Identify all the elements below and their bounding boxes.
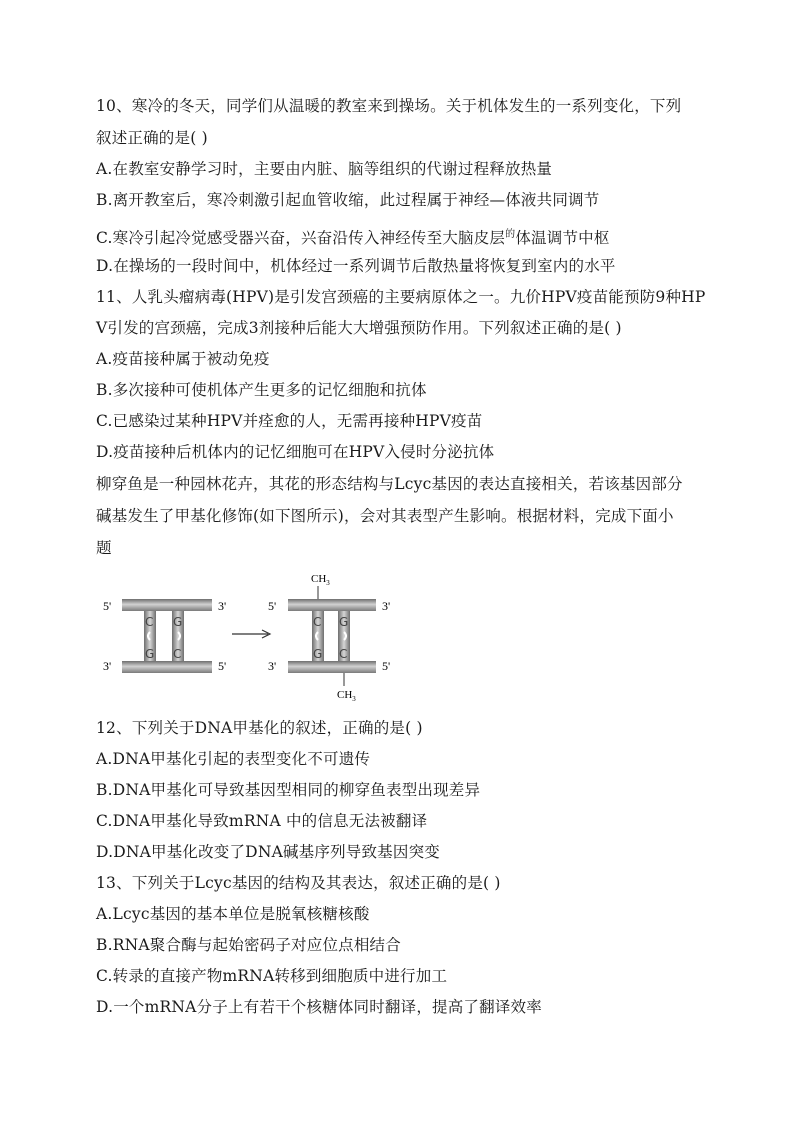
q13-option-d: D.一个mRNA分子上有若干个核糖体同时翻译，提高了翻译效率	[96, 998, 542, 1016]
left-top-strand	[122, 599, 212, 611]
q10-stem-line2: 叙述正确的是( )	[96, 129, 208, 147]
left-base-2-bottom: C	[173, 647, 182, 661]
right-base-2-top: G	[339, 615, 349, 629]
q12-option-b: B.DNA甲基化可导致基因型相同的柳穿鱼表型出现差异	[96, 781, 481, 799]
q10-option-c-part1: C.寒冷引起冷觉感受器兴奋，兴奋沿传入神经传至大脑皮层	[96, 229, 506, 247]
bottom-methyl-group: $CH_3$	[337, 689, 356, 703]
right-base-2-bottom: C	[339, 647, 348, 661]
q13-stem: 13、下列关于Lcyc基因的结构及其表达，叙述正确的是( )	[96, 874, 501, 892]
material-line3: 题	[96, 539, 112, 557]
unmethylated-dna	[103, 599, 226, 673]
right-bottom-3prime-label: 3'	[268, 659, 277, 673]
right-top-3prime-label: 3'	[382, 599, 391, 613]
right-top-5prime-label: 5'	[268, 599, 277, 613]
right-bottom-5prime-label: 5'	[382, 659, 391, 673]
q10-option-d: D.在操场的一段时间中，机体经过一系列调节后散热量将恢复到室内的水平	[96, 257, 616, 275]
q13-option-b: B.RNA聚合酶与起始密码子对应位点相结合	[96, 936, 401, 954]
q10-option-c	[96, 225, 610, 248]
q11-option-a: A.疫苗接种属于被动免疫	[96, 350, 270, 368]
left-top-3prime-label: 3'	[218, 599, 227, 613]
q10-option-c-superscript: 的	[505, 229, 516, 240]
q10-option-a: A.在教室安静学习时，主要由内脏、脑等组织的代谢过程释放热量	[96, 160, 553, 178]
q11-option-c: C.已感染过某种HPV并痊愈的人，无需再接种HPV疫苗	[96, 412, 483, 430]
transformation-arrow	[232, 630, 270, 638]
q12-option-d: D.DNA甲基化改变了DNA碱基序列导致基因突变	[96, 843, 440, 861]
right-bottom-strand	[288, 661, 376, 673]
q12-option-a: A.DNA甲基化引起的表型变化不可遗传	[96, 750, 371, 768]
left-bottom-strand	[122, 661, 212, 673]
top-methyl-group: $CH_3$	[311, 573, 330, 587]
right-base-1-bottom: G	[313, 647, 323, 661]
q11-stem-line1: 11、人乳头瘤病毒(HPV)是引发宫颈癌的主要病原体之一。九价HPV疫苗能预防9种HP	[96, 288, 706, 306]
left-bottom-5prime-label: 5'	[218, 659, 227, 673]
q11-option-b: B.多次接种可使机体产生更多的记忆细胞和抗体	[96, 381, 427, 399]
left-base-1-bottom: G	[145, 647, 155, 661]
right-base-1-top: C	[313, 615, 322, 629]
q10-option-c-part2: 体温调节中枢	[515, 229, 610, 247]
q11-stem-line2: V引发的宫颈癌，完成3剂接种后能大大增强预防作用。下列叙述正确的是( )	[96, 319, 622, 337]
q11-option-d: D.疫苗接种后机体内的记忆细胞可在HPV入侵时分泌抗体	[96, 443, 495, 461]
right-top-strand	[288, 599, 376, 611]
left-base-1-top: C	[145, 615, 154, 629]
q10-stem-line1: 10、寒冷的冬天，同学们从温暖的教室来到操场。关于机体发生的一系列变化，下列	[96, 97, 682, 115]
q13-option-c: C.转录的直接产物mRNA转移到细胞质中进行加工	[96, 967, 448, 985]
q12-option-c: C.DNA甲基化导致mRNA 中的信息无法被翻译	[96, 812, 428, 830]
q13-option-a: A.Lcyc基因的基本单位是脱氧核糖核酸	[96, 905, 370, 923]
left-top-5prime-label: 5'	[103, 599, 112, 613]
methylated-dna	[268, 573, 390, 703]
q12-stem: 12、下列关于DNA甲基化的叙述，正确的是( )	[96, 719, 423, 737]
left-base-2-top: G	[173, 615, 183, 629]
left-bottom-3prime-label: 3'	[103, 659, 112, 673]
material-line1: 柳穿鱼是一种园林花卉，其花的形态结构与Lcyc基因的表达直接相关，若该基因部分	[96, 475, 683, 493]
dna-methylation-diagram	[92, 566, 412, 706]
q10-option-b: B.离开教室后，寒冷刺激引起血管收缩，此过程属于神经—体液共同调节	[96, 191, 600, 209]
material-line2: 碱基发生了甲基化修饰(如下图所示)，会对其表型产生影响。根据材料，完成下面小	[96, 507, 674, 525]
